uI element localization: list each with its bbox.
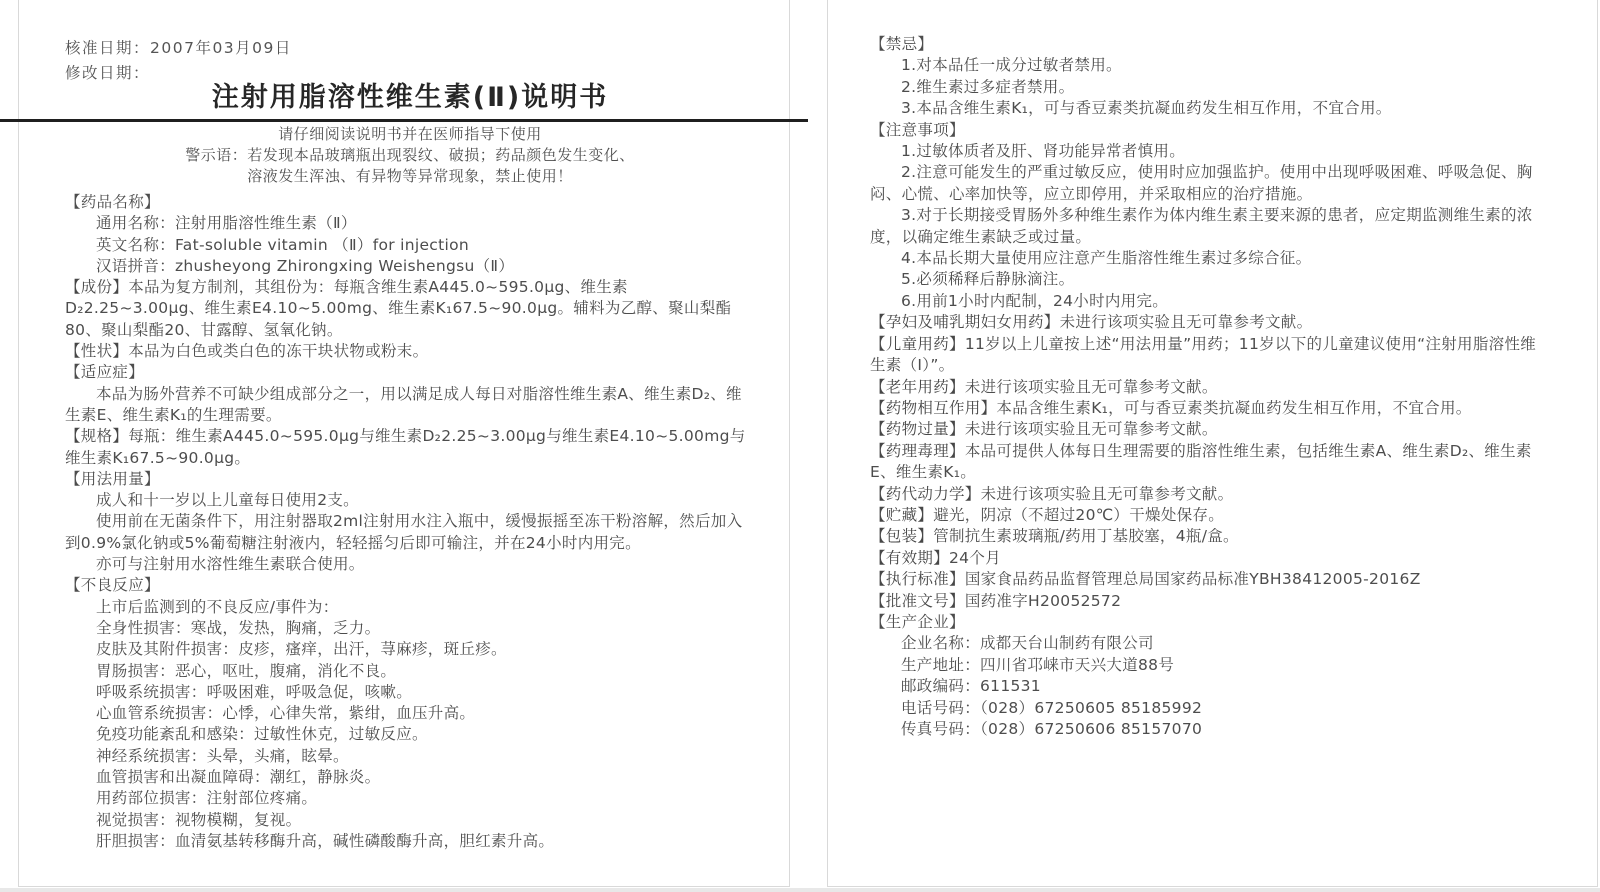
section-heading: 【禁忌】 [870, 35, 934, 53]
section-line: 5.必须稀释后静脉滴注。 [901, 270, 1075, 289]
approval-date: 核准日期：2007年03月09日 [65, 39, 292, 57]
section-line: 2.注意可能发生的严重过敏反应，使用时应加强监护。使用中出现呼吸困难、呼吸急促、胸闷、心慌、心率加快等，应立即停用，并采取相应的治疗措施。 [870, 163, 1533, 203]
section-line: 汉语拼音：zhusheyong Zhirongxing Weishengsu（Ⅱ） [96, 256, 515, 275]
section [870, 484, 1541, 505]
warning-notice-block [65, 124, 755, 187]
section-text: 未进行该项实验且无可靠参考文献。 [980, 484, 1234, 503]
revision-date: 修改日期： [65, 64, 151, 82]
section-heading: 【有效期】 [870, 548, 950, 567]
section-heading: 【适应症】 [65, 363, 145, 382]
section-line: 上市后监测到的不良反应/事件为： [96, 597, 339, 616]
section-line: 皮肤及其附件损害：皮疹，瘙痒，出汗，荨麻疹，斑丘疹。 [96, 640, 507, 659]
warning-line: 警示语：若发现本品玻璃瓶出现裂纹、破损；药品颜色发生变化、 [185, 146, 635, 164]
section-text: 国药准字H20052572 [964, 591, 1122, 610]
section [65, 426, 755, 469]
section-heading: 【药理毒理】 [870, 441, 965, 460]
section [870, 505, 1541, 526]
section-line: 成人和十一岁以上儿童每日使用2支。 [96, 491, 359, 510]
section-line: 1.对本品任一成分过敏者禁用。 [901, 56, 1122, 75]
section [870, 312, 1541, 333]
section-text: 24个月 [949, 548, 1001, 567]
manufacturer-address: 生产地址：四川省邛崃市天兴大道88号 [901, 655, 1175, 674]
section-heading: 【注意事项】 [870, 120, 965, 139]
postal-code: 邮政编码：611531 [901, 677, 1041, 696]
page-2-body [870, 34, 1541, 740]
insert-page-1 [18, 0, 790, 887]
section-line: 2.维生素过多症者禁用。 [901, 77, 1075, 96]
section [870, 548, 1541, 569]
section [65, 341, 755, 362]
section [870, 569, 1541, 590]
insert-page-2 [827, 0, 1598, 887]
section-text: 未进行该项实验且无可靠参考文献。 [1059, 313, 1313, 332]
section-heading: 【老年用药】 [870, 377, 965, 396]
section [870, 526, 1541, 547]
document-title: 注射用脂溶性维生素(Ⅱ)说明书 [211, 82, 609, 113]
page-1-body [65, 192, 755, 852]
section-heading: 【药物过量】 [870, 420, 965, 439]
section-heading: 【执行标准】 [870, 570, 965, 589]
section-heading: 【包装】 [870, 527, 934, 546]
section [870, 377, 1541, 398]
section-heading: 【规格】 [65, 427, 129, 446]
section-text: 未进行该项实验且无可靠参考文献。 [964, 420, 1218, 439]
section-heading: 【药代动力学】 [870, 484, 981, 503]
section-line: 呼吸系统损害：呼吸困难，呼吸急促，咳嗽。 [96, 682, 413, 701]
section-heading: 【不良反应】 [65, 576, 160, 595]
fax-number: 传真号码：（028）67250606 85157070 [901, 720, 1203, 738]
notice-line: 请仔细阅读说明书并在医师指导下使用 [278, 125, 542, 143]
section-line: 使用前在无菌条件下，用注射器取2ml注射用水注入瓶中，缓慢振摇至冻干粉溶解，然后加入到0.9%氯化钠或5%葡萄糖注射液内，轻轻摇匀后即可输注，并在24小时内用完。 [65, 512, 743, 552]
section-text: 11岁以上儿童按上述“用法用量”用药；11岁以下的儿童建议使用“注射用脂溶性维生素（Ⅰ）”。 [870, 334, 1537, 375]
section-text: 管制抗生素玻璃瓶/药用丁基胶塞，4瓶/盒。 [933, 527, 1239, 546]
warning-line: 溶液发生浑浊、有异物等异常现象，禁止使用！ [247, 167, 573, 185]
section-line: 亦可与注射用水溶性维生素联合使用。 [96, 555, 365, 574]
section-line: 全身性损害：寒战，发热，胸痛，乏力。 [96, 618, 381, 637]
section-text: 每瓶：维生素A445.0~595.0μg与维生素D₂2.25~3.00μg与维生素E4.10~5.00mg与维生素K₁67.5~90.0μg。 [65, 427, 746, 467]
section-text: 本品为复方制剂，其组份为：每瓶含维生素A445.0~595.0μg、维生素D₂2.25~3.00μg、维生素E4.10~5.00mg、维生素K₁67.5~90.0μg。辅料为乙醇、聚山梨酯80、聚山梨酯20、甘露醇、氢氧化钠。 [65, 278, 732, 339]
section [870, 591, 1541, 612]
section-line: 英文名称：Fat-soluble vitamin （Ⅱ）for injection [96, 235, 470, 254]
section-line: 神经系统损害：头晕，头痛，眩晕。 [96, 746, 349, 765]
section-text: 避光，阴凉（不超过20℃）干燥处保存。 [933, 505, 1225, 524]
section-line: 肝胆损害：血清氨基转移酶升高，碱性磷酸酶升高，胆红素升高。 [96, 831, 555, 850]
section [65, 277, 755, 341]
section-line: 胃肠损害：恶心，呕吐，腹痛，消化不良。 [96, 661, 397, 680]
section-heading: 【孕妇及哺乳期妇女用药】 [870, 313, 1060, 332]
section-heading: 【儿童用药】 [870, 334, 965, 353]
section-text: 本品可提供人体每日生理需要的脂溶性维生素，包括维生素A、维生素D₂、维生素E、维生素K₁。 [870, 441, 1532, 482]
section-heading: 【性状】 [65, 342, 129, 361]
section-line: 3.对于长期接受胃肠外多种维生素作为体内维生素主要来源的患者，应定期监测维生素的浓度，以确定维生素缺乏或过量。 [870, 206, 1533, 246]
section-line: 4.本品长期大量使用应注意产生脂溶性维生素过多综合征。 [901, 249, 1312, 268]
section-heading: 【批准文号】 [870, 591, 965, 610]
section-line: 通用名称：注射用脂溶性维生素（Ⅱ） [96, 214, 357, 233]
section-line: 3.本品含维生素K₁，可与香豆素类抗凝血药发生相互作用，不宜合用。 [901, 99, 1392, 118]
phone-number: 电话号码：（028）67250605 85185992 [901, 698, 1203, 717]
section-text: 国家食品药品监督管理总局国家药品标准YBH38412005-2016Z [964, 570, 1421, 589]
section [870, 334, 1541, 377]
section [870, 441, 1541, 484]
section-line: 用药部位损害：注射部位疼痛。 [96, 789, 318, 808]
date-block [65, 36, 755, 86]
section [870, 419, 1541, 440]
section-line: 免疫功能紊乱和感染：过敏性休克，过敏反应。 [96, 725, 428, 744]
scan-edge-strip [0, 888, 1600, 892]
section-line: 6.用前1小时内配制，24小时内用完。 [901, 291, 1169, 310]
section-line: 血管损害和出凝血障碍：潮红，静脉炎。 [96, 768, 381, 787]
section-heading: 【生产企业】 [870, 612, 965, 631]
manufacturer-name: 企业名称：成都天台山制药有限公司 [901, 634, 1154, 653]
section-heading: 【药物相互作用】 [870, 398, 997, 417]
section-heading: 【成份】 [65, 278, 129, 297]
section-line: 本品为肠外营养不可缺少组成部分之一，用以满足成人每日对脂溶性维生素A、维生素D₂、维生素E、维生素K₁的生理需要。 [65, 384, 742, 424]
section-text: 本品为白色或类白色的冻干块状物或粉末。 [128, 342, 429, 361]
section-line: 心血管系统损害：心悸，心律失常，紫绀，血压升高。 [96, 704, 476, 723]
title-divider-rule [0, 119, 808, 122]
section [870, 398, 1541, 419]
section-text: 未进行该项实验且无可靠参考文献。 [964, 377, 1218, 396]
section-heading: 【药品名称】 [65, 193, 160, 211]
section-line: 视觉损害：视物模糊，复视。 [96, 810, 302, 829]
section-text: 本品含维生素K₁，可与香豆素类抗凝血药发生相互作用，不宜合用。 [996, 398, 1472, 417]
section-heading: 【贮藏】 [870, 505, 934, 524]
section-heading: 【用法用量】 [65, 469, 160, 488]
section-line: 1.过敏体质者及肝、肾功能异常者慎用。 [901, 142, 1185, 161]
